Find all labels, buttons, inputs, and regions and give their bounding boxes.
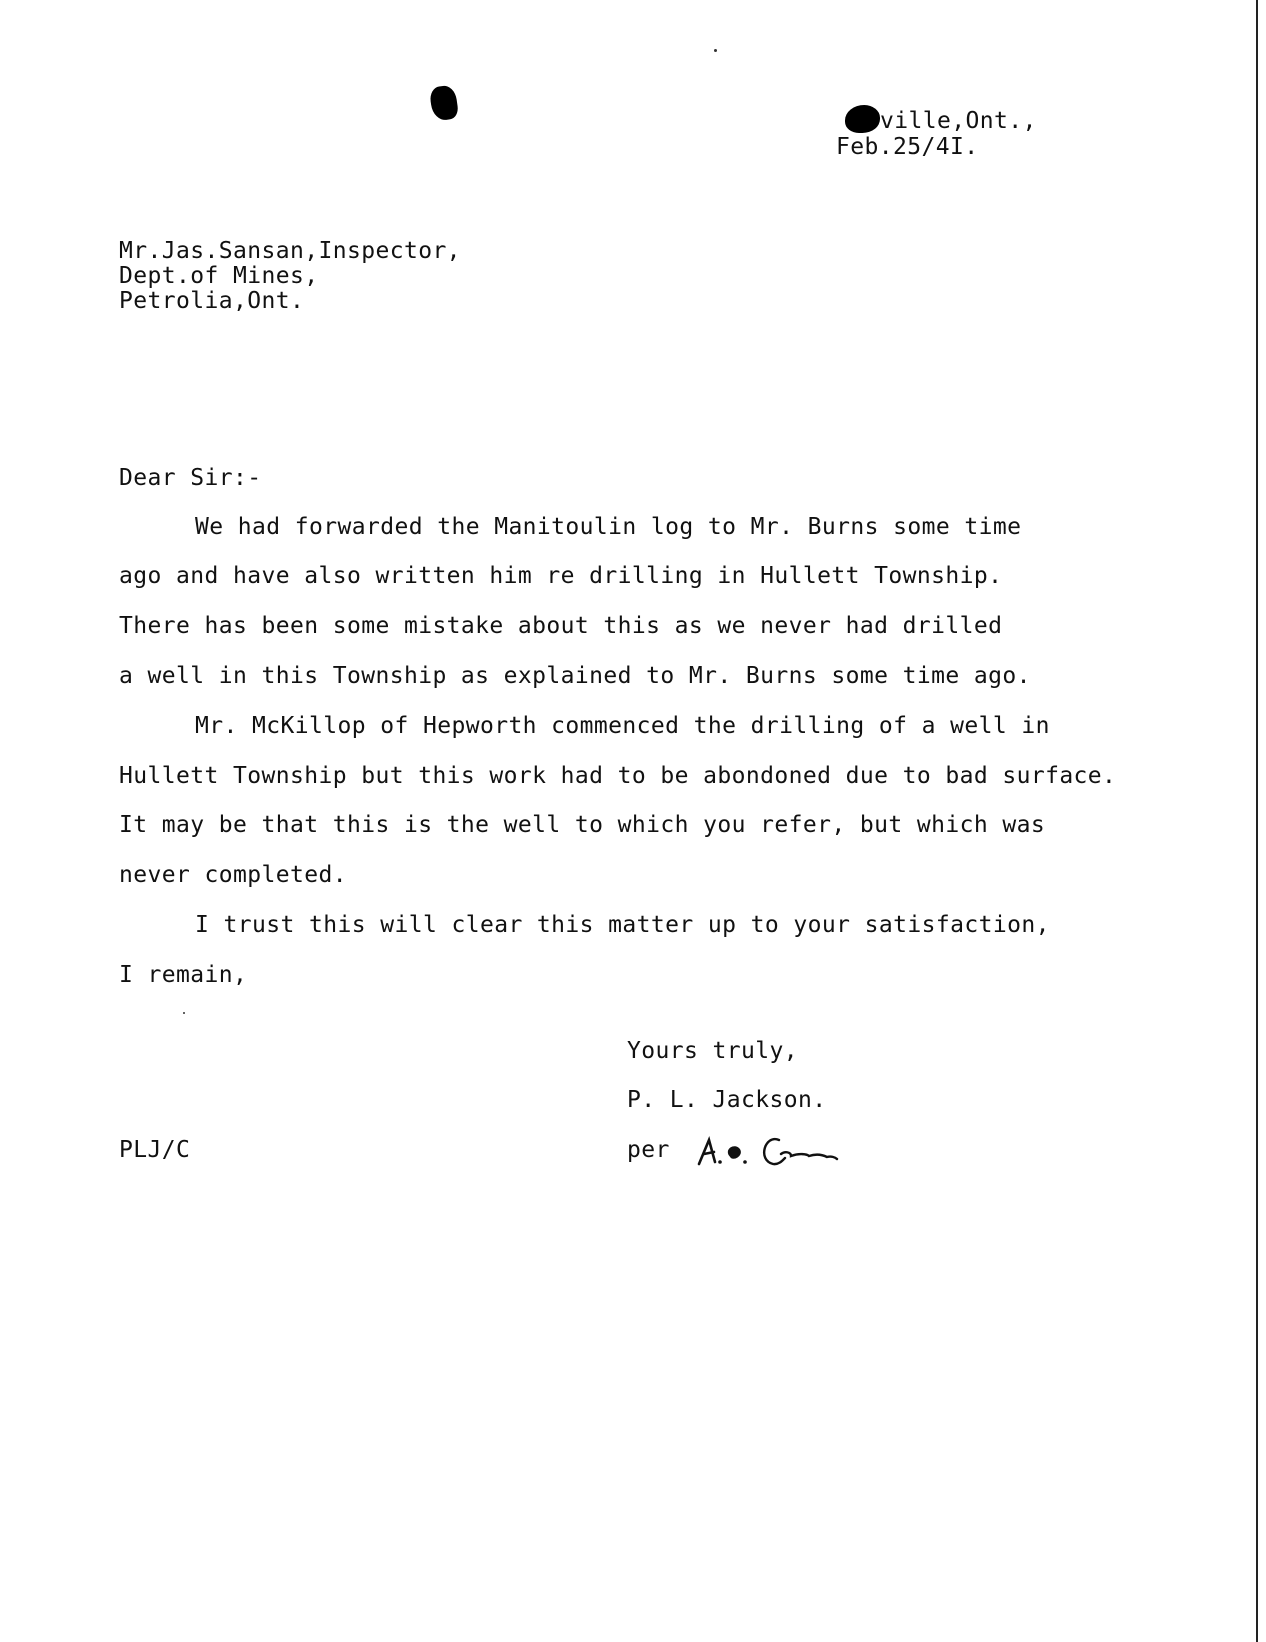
body-line: Hullett Township but this work had to be abondoned due to bad surface. (119, 763, 1117, 789)
recipient-line-3: Petrolia,Ont. (119, 288, 305, 314)
letter-date: Feb.25/4I. (836, 134, 979, 160)
salutation: Dear Sir:- (119, 465, 262, 491)
letter-place: ville,Ont., (880, 108, 1037, 134)
body-line: Mr. McKillop of Hepworth commenced the drilling of a well in (195, 713, 1050, 739)
ink-blot-place (845, 105, 880, 133)
body-line: It may be that this is the well to which you refer, but which was (119, 812, 1046, 838)
ink-blot (429, 84, 459, 121)
closing: Yours truly, (627, 1038, 798, 1064)
body-line: a well in this Township as explained to Mr. Burns some time ago. (119, 663, 1031, 689)
per-label: per (627, 1137, 670, 1163)
body-line: never completed. (119, 862, 347, 888)
body-line: ago and have also written him re drilling in Hullett Township. (119, 563, 1003, 589)
reference-initials: PLJ/C (119, 1137, 191, 1163)
body-line: We had forwarded the Manitoulin log to Mr. Burns some time (195, 514, 1022, 540)
body-line: I remain, (119, 962, 248, 988)
signer-name: P. L. Jackson. (627, 1087, 827, 1113)
page-edge-line (1256, 0, 1258, 1642)
ink-speck (183, 1012, 185, 1014)
recipient-line-1: Mr.Jas.Sansan,Inspector, (119, 238, 461, 264)
handwritten-signature (695, 1132, 855, 1172)
recipient-line-2: Dept.of Mines, (119, 263, 319, 289)
body-line: There has been some mistake about this as we never had drilled (119, 613, 1003, 639)
ink-speck (714, 49, 717, 52)
body-line: I trust this will clear this matter up to your satisfaction, (195, 912, 1050, 938)
